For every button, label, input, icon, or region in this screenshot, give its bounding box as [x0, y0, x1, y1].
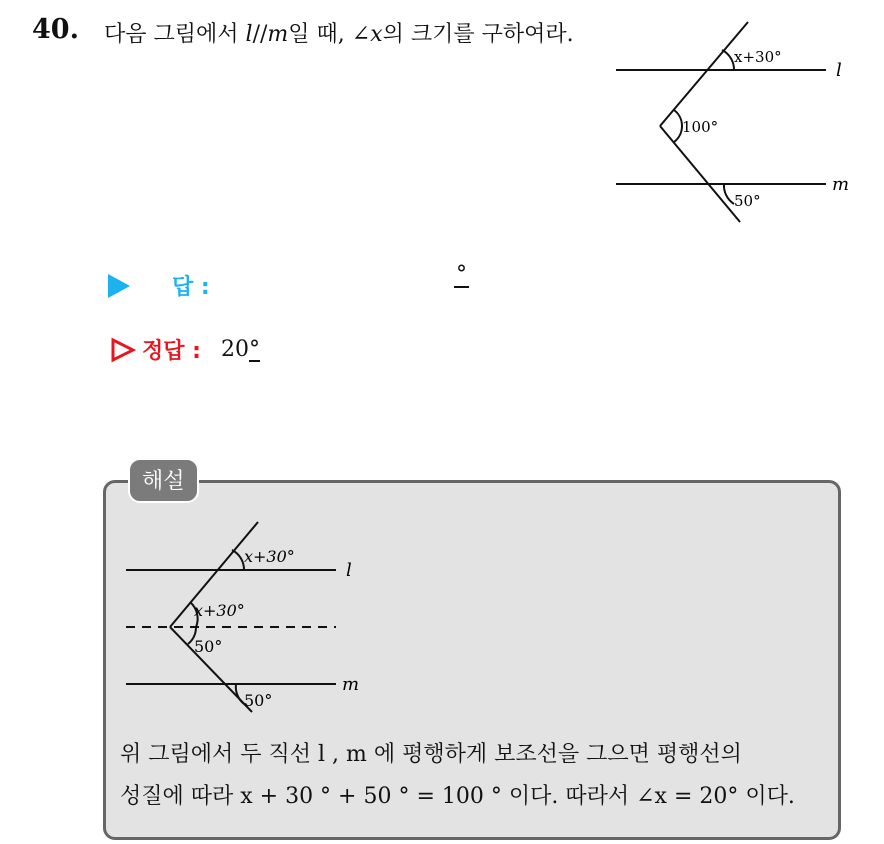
fig2-line-l: l [346, 560, 352, 581]
solution-label: 정답 : [142, 339, 201, 364]
explanation-tag: 해설 [128, 458, 199, 503]
explanation-line-1: 위 그림에서 두 직선 l , m 에 평행하게 보조선을 그으면 평행선의 [120, 742, 742, 767]
fig1-line-m: m [832, 174, 850, 195]
fig2-line-m: m [342, 674, 360, 695]
fig2-label-top: x+30° [244, 547, 295, 566]
answer-row [108, 270, 210, 301]
answer-label: 답 : [172, 275, 210, 300]
explanation-line-2: 성질에 따라 x + 30 ° + 50 ° = 100 ° 이다. 따라서 ∠x = 20° 이다. [120, 784, 795, 809]
explanation-figure [124, 518, 374, 718]
question-text: 다음 그림에서 l//m일 때, ∠x의 크기를 구하여라. [104, 22, 574, 47]
play-triangle-icon [108, 274, 130, 298]
fig2-label-bottom: 50° [244, 691, 273, 710]
fig1-line-l: l [836, 60, 842, 81]
fig1-label-bottom: 50° [734, 192, 761, 210]
fig2-label-mid-upper: x+30° [194, 601, 245, 620]
fig2-label-mid-lower: 50° [194, 637, 223, 656]
question-number: 40. [32, 14, 79, 45]
outline-triangle-icon [110, 337, 136, 363]
question-figure [612, 14, 862, 234]
answer-blank[interactable]: ° [456, 262, 467, 287]
fig1-label-top: x+30° [734, 48, 782, 66]
fig1-label-mid: 100° [682, 118, 719, 136]
solution-value: 20° [220, 337, 260, 362]
solution-row [110, 334, 260, 365]
explanation-text [120, 734, 832, 818]
